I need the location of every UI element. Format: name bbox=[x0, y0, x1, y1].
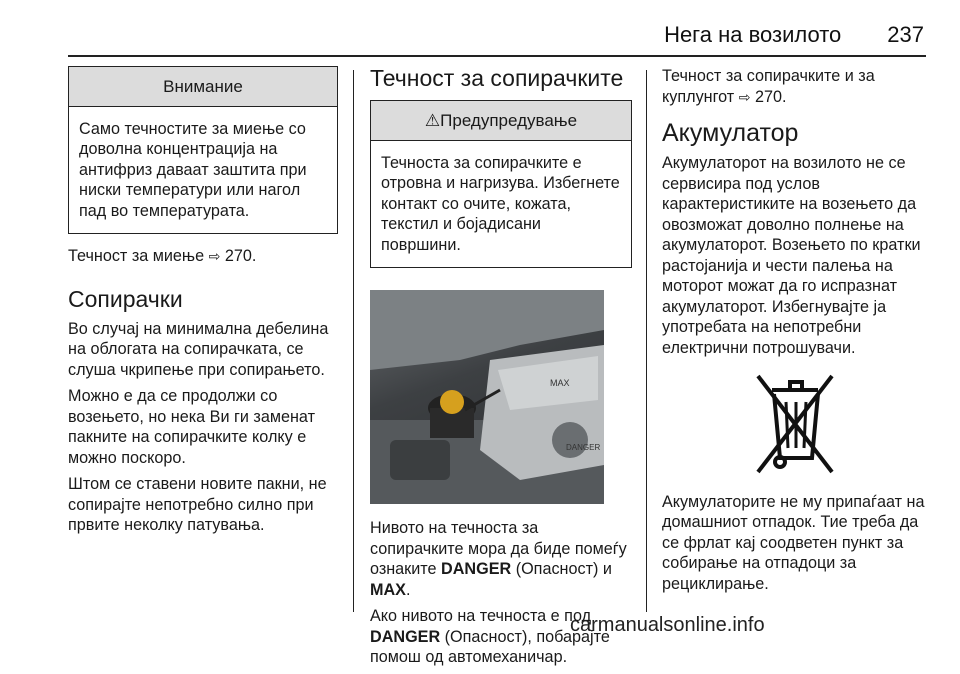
brakes-para-3: Штом се ставени новите пакни, не сопирајте непотребно силно при првите неколку патувања. bbox=[68, 475, 327, 534]
max-mark-label: MAX bbox=[550, 378, 570, 388]
header-rule bbox=[68, 55, 926, 57]
header-title: Нега на возилото bbox=[664, 22, 842, 47]
max-term: MAX bbox=[370, 580, 406, 599]
brake-fluid-para-1: Нивото на течноста за сопирачките мора да биде помеѓу ознаките DANGER (Опасност) и MAX. bbox=[370, 519, 627, 599]
warning-title: Предупредување bbox=[440, 111, 578, 130]
brake-fluid-heading: Течност за сопирачките bbox=[370, 65, 624, 91]
warning-triangle-icon: ⚠ bbox=[424, 111, 441, 130]
brake-fluid-reservoir-photo bbox=[370, 290, 604, 504]
brakes-para-1: Во случај на минимална дебелина на облогата на сопирачката, се слуша чкрипење при сопирањето. bbox=[68, 319, 329, 379]
ref-page-link[interactable]: 270. bbox=[754, 87, 787, 106]
warning-text: Течноста за сопирачките е отровна и нагризува. Избегнете контакт со очите, кожата, текстил и бојадисани површини. bbox=[381, 153, 620, 254]
brake-fluid-para-2: Ако нивото на течноста е под DANGER (Опасност), побарајте помош од автомеханичар. bbox=[370, 607, 610, 666]
battery-heading: Акумулатор bbox=[662, 119, 799, 147]
brakes-para-2: Можно е да се продолжи со возењето, но нека Ви ги заменат пакните на сопирачките колку е можно поскоро. bbox=[68, 387, 315, 467]
notice-title: Внимание bbox=[69, 67, 337, 107]
battery-para-2: Акумулаторите не му припаѓаат на домашниот отпадок. Тие треба да се фрлат кај соодветен пункт за собирање на отпадоци за рециклирање. bbox=[662, 492, 925, 593]
weee-symbol bbox=[662, 368, 928, 482]
clutch-fluid-ref: Течност за сопирачките и за куплунгот ⇨ 270. bbox=[662, 67, 875, 106]
column-1 bbox=[68, 66, 338, 542]
page-ref-arrow-icon: ⇨ bbox=[738, 88, 751, 105]
danger-mark-label: DANGER bbox=[566, 443, 601, 452]
warning-header bbox=[371, 101, 631, 141]
page-ref-arrow-icon: ⇨ bbox=[208, 248, 221, 264]
column-2 bbox=[370, 66, 632, 674]
column-divider-1 bbox=[353, 70, 354, 612]
wash-fluid-ref: Течност за миење ⇨ 270. bbox=[68, 247, 257, 265]
ref-page-link[interactable]: 270. bbox=[224, 247, 257, 265]
reservoir-illustration bbox=[370, 290, 604, 504]
danger-term-2: DANGER bbox=[370, 627, 441, 646]
page-header bbox=[664, 22, 924, 48]
notice-text: Само течностите за миење со доволна концентрација на антифриз даваат заштита при ниски температури или нагол пад во температурата. bbox=[79, 119, 307, 220]
warning-box bbox=[370, 100, 632, 268]
danger-term: DANGER bbox=[441, 560, 512, 578]
watermark: carmanualsonline.info bbox=[570, 614, 765, 636]
column-3 bbox=[662, 66, 928, 600]
battery-para-1: Акумулаторот на возилото не се сервисира под услов карактеристиките на возењето да овозможат доволно полнење на акумулаторот. Возењето по кратки растојанија и чести палења на моторот можат да го испразнат акумулаторот. Избегнувајте ја употребата на непотребни електрични потрошувачи. bbox=[662, 154, 921, 357]
page-number: 237 bbox=[887, 22, 924, 47]
crossed-bin-icon bbox=[750, 368, 840, 476]
column-divider-2 bbox=[646, 70, 647, 612]
brakes-heading: Сопирачки bbox=[68, 285, 183, 312]
notice-box bbox=[68, 66, 338, 234]
